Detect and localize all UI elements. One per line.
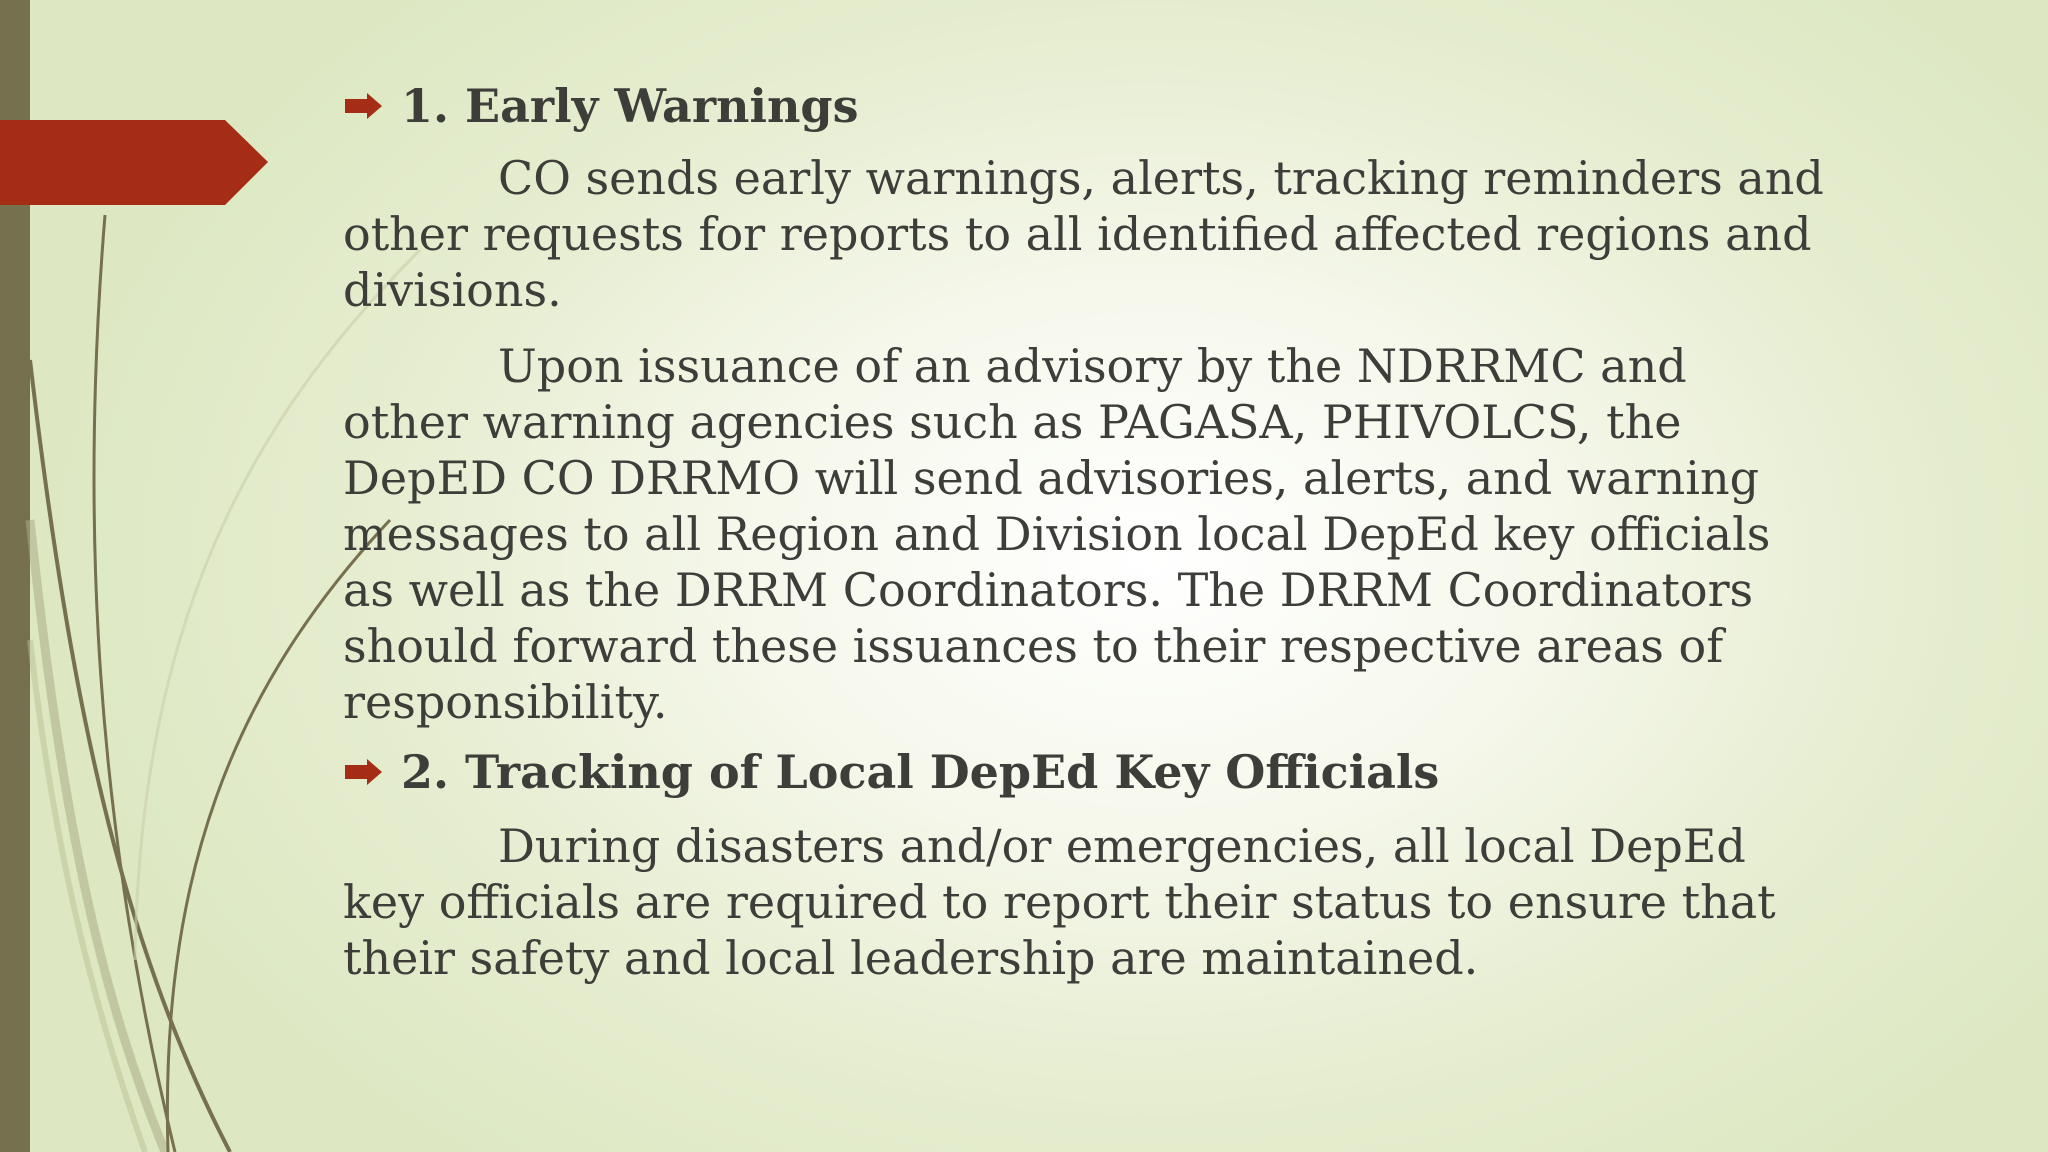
red-arrow-tab bbox=[0, 120, 268, 205]
section-heading-early-warnings bbox=[343, 74, 1943, 138]
heading-text: 1. Early Warnings bbox=[401, 79, 859, 133]
paragraph-line: responsibility. bbox=[343, 675, 668, 729]
paragraph-line: During disasters and/or emergencies, all local DepEd bbox=[498, 819, 1746, 873]
section-heading-tracking bbox=[343, 740, 1943, 804]
heading-text: 2. Tracking of Local DepEd Key Officials bbox=[401, 745, 1440, 799]
arrow-bullet-icon bbox=[343, 758, 383, 786]
paragraph-line: CO sends early warnings, alerts, tracking reminders and bbox=[498, 151, 1824, 205]
paragraph-early-warnings-1 bbox=[343, 150, 1943, 318]
paragraph-line: their safety and local leadership are maintained. bbox=[343, 931, 1479, 985]
paragraph-line: should forward these issuances to their respective areas of bbox=[343, 619, 1724, 673]
slide-content bbox=[343, 74, 1943, 986]
paragraph-line: DepED CO DRRMO will send advisories, alerts, and warning bbox=[343, 451, 1760, 505]
paragraph-line: divisions. bbox=[343, 263, 562, 317]
paragraph-line: other requests for reports to all identified affected regions and bbox=[343, 207, 1812, 261]
paragraph-line: messages to all Region and Division local DepEd key officials bbox=[343, 507, 1771, 561]
paragraph-early-warnings-2 bbox=[343, 338, 1943, 730]
paragraph-line: as well as the DRRM Coordinators. The DRRM Coordinators bbox=[343, 563, 1754, 617]
paragraph-tracking-1 bbox=[343, 818, 1943, 986]
paragraph-line: key officials are required to report their status to ensure that bbox=[343, 875, 1776, 929]
paragraph-line: other warning agencies such as PAGASA, PHIVOLCS, the bbox=[343, 395, 1682, 449]
arrow-bullet-icon bbox=[343, 92, 383, 120]
paragraph-line: Upon issuance of an advisory by the NDRRMC and bbox=[498, 339, 1687, 393]
